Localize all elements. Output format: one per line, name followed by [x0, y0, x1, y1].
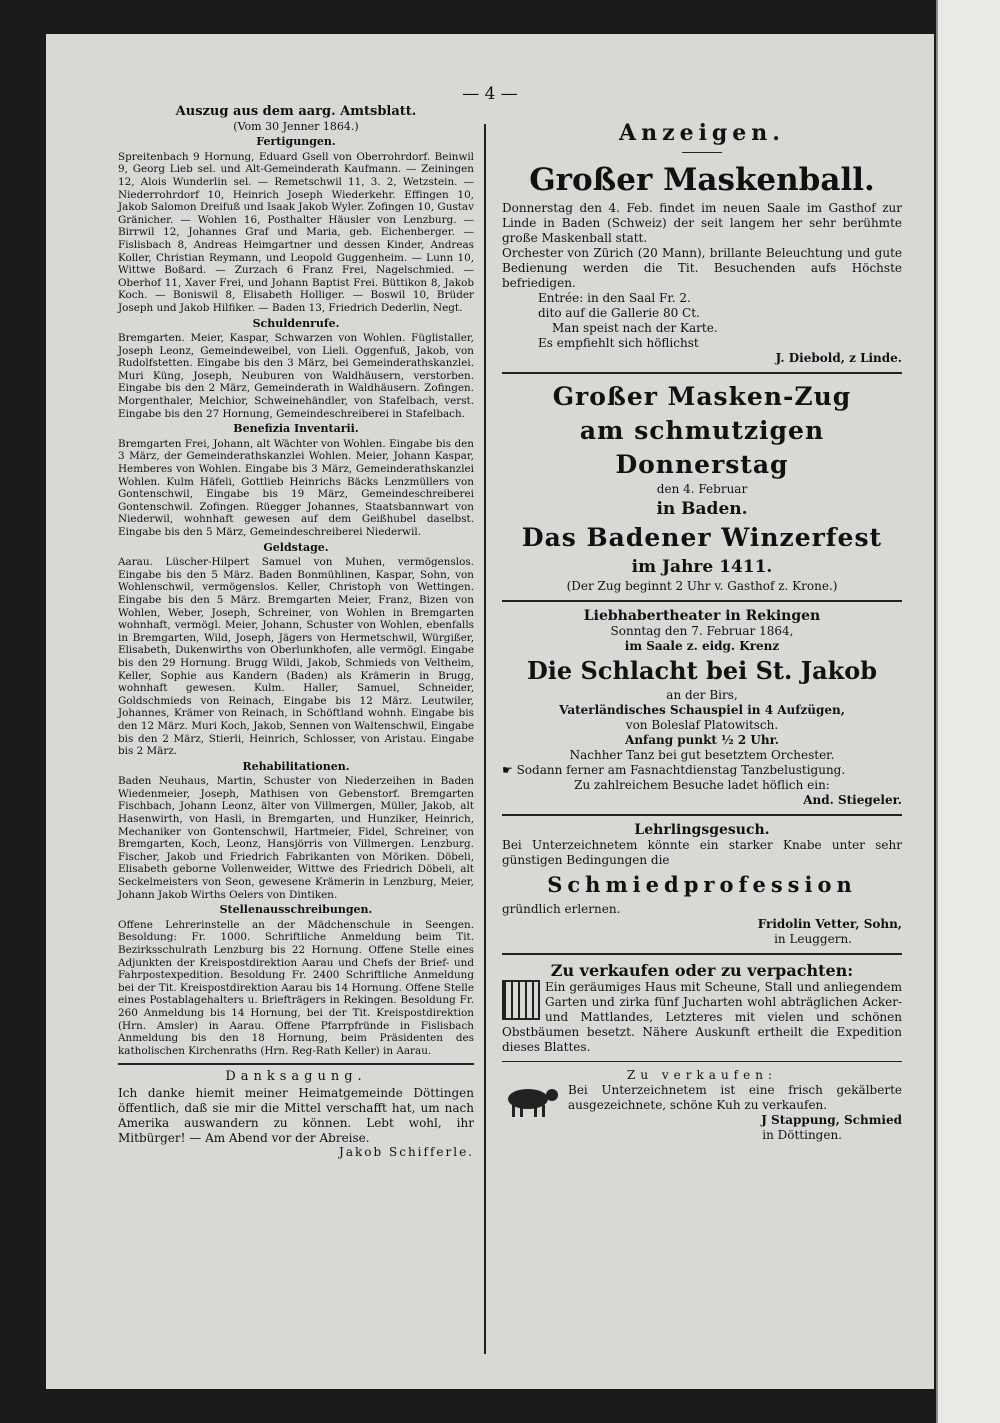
rule-5 — [502, 1061, 902, 1062]
ad6-signature: J Stappung, Schmied — [761, 1113, 902, 1127]
ad2-winzerfest: Das Badener Winzerfest — [521, 523, 883, 552]
section-geldstage-title: Geldstage. — [263, 540, 329, 554]
ad3-start: Anfang punkt ½ 2 Uhr. — [625, 733, 779, 747]
section-rehabilitationen-text: Baden Neuhaus, Martin, Schuster von Niederzeihen in Baden Wiedenmeier, Joseph, Mathisen von Gebenstorf. Bremgarten Fischbach, Johann Leonz, älter von Villmergen, Müller, Jakob, alt Hasenwirth, von Hasli, in Bremgarten, und Hunziker, Heinrich, Mechaniker von Gontenschwil, Hartmeier, Fidel, Schreiner, von Bremgarten, Koch, Leonz, Hansjörris von Villmergen. Lenzburg. Fischer, Jakob und Friedrich Fabrikanten von Möriken. Döbeli, Elisabeth geborne Vollenweider, Wittwe des Friedrich Döbeli, alt Seckelmeisters von Seon, gewesene Krämerin in Lenzburg, Meier, Johann Jakob Wirths Oelers von Dintiken. — [118, 775, 474, 901]
ad3-play: Die Schlacht bei St. Jakob — [526, 656, 878, 685]
house-icon — [502, 980, 540, 1020]
adjacent-page-edge — [936, 0, 1000, 1423]
section-stellen-title: Stellenausschreibungen. — [219, 903, 373, 917]
section-rehabilitationen-title: Rehabilitationen. — [242, 759, 350, 773]
ad2-date: den 4. Februar — [656, 482, 748, 496]
ad3-place: im Saale z. eidg. Krenz — [624, 639, 780, 653]
ad3-date: Sonntag den 7. Februar 1864, — [610, 624, 794, 638]
ad3-invite: Zu zahlreichem Besuche ladet höflich ein: — [574, 778, 830, 792]
rule-4 — [502, 953, 902, 955]
ad4-place: in Leuggern. — [774, 932, 852, 946]
page-number: — 4 — — [462, 84, 518, 104]
ad4-profession: Schmiedprofession — [547, 872, 857, 897]
section-benefizia-title: Benefizia Inventarii. — [233, 422, 359, 436]
ad4-learn: gründlich erlernen. — [502, 902, 621, 916]
section-fertigungen-title: Fertigungen. — [256, 135, 336, 149]
section-benefizia-text: Bremgarten Frei, Johann, alt Wächter von Wohlen. Eingabe bis den 3 März, der Gemeinderathskanzlei Wohlen. Meier, Johann Kaspar, Hemberes von Wohlen. Eingabe bis 3 März, Gemeinderathskanzlei Wohlen. Kulm Häfeli, Gottlieb Heinrichs Bäcks Lenzmüllers von Gontenschwil, Eingabe bis 19 März, Gemeindeschreiberei Gontenschwil. Zofingen. Rüegger Johannes, Staatsbannwart von Niederwil, wohnhaft gewesen auf dem Geißhubel daselbst. Eingabe bis den 5 März, Gemeindeschreiberei Niederwil. — [118, 437, 474, 538]
left-column — [118, 106, 474, 1159]
pointing-hand-icon: ☛ — [502, 763, 517, 777]
rule-2 — [502, 600, 902, 602]
ad2-note: (Der Zug beginnt 2 Uhr v. Gasthof z. Krone.) — [566, 579, 838, 593]
ad6-place: in Döttingen. — [762, 1128, 842, 1142]
ad1-text: Donnerstag den 4. Feb. findet im neuen Saale im Gasthof zur Linde in Baden (Schweiz) der seit langem her sehr berühmte große Maskenball statt. — [502, 201, 902, 245]
ad6-text: Bei Unterzeichnetem ist eine frisch gekälberte ausgezeichnete, schöne Kuh zu verkaufen. — [568, 1083, 902, 1112]
ad3-place2: an der Birs, — [666, 688, 738, 702]
ad4-text: Bei Unterzeichnetem könnte ein starker Knabe unter sehr günstigen Bedingungen die — [502, 838, 902, 867]
right-column — [502, 106, 902, 1143]
ad2-title: Großer Masken-Zug — [552, 382, 852, 411]
ad2-year: im Jahre 1411. — [631, 557, 773, 577]
ad3-fasnacht — [502, 763, 902, 778]
section-fertigungen-text: Spreitenbach 9 Hornung, Eduard Gsell von Oberrohrdorf. Beinwil 9, Georg Lieb sel. und Alt-Gemeinderath Kaufmann. — Zeiningen 12, Alois Wunderlin sel. — Remetschwil 11, 3. 2, Wetzstein. — Niederrohrdorf 10, Heinrich Joseph Wiederkehr. Effingen 10, Jakob Salomon Dreifuß und Isaak Jakob Wyler. Zofingen 10, Gustav Gränicher. — Wohlen 16, Posthalter Häusler von Lenzburg. — Birrwil 12, Johannes Graf und Maria, geb. Eichenberger. — Fislisbach 8, Andreas Heimgartner und dessen Kinder, Andreas Koller, Christian Reymann, und Leopold Guggenheim. — Lunn 10, Wittwe Boßard. — Zurzach 6 Franz Frei, Nagelschmied. — Oberhof 11, Xaver Frei, und Johann Baptist Frei. Büttikon 8, Jakob Koch. — Boniswil 8, Elisabeth Holliger. — Boswil 10, Brüder Joseph und Jakob Hilfiker. — Baden 13, Friedrich Dederlin, Negt. — [118, 150, 474, 314]
ad3-author: von Boleslaf Platowitsch. — [625, 718, 779, 732]
section-schuldenrufe-text: Bremgarten. Meier, Kaspar, Schwarzen von Wohlen. Füglistaller, Joseph Leonz, Gemeindeweibel, von Lieli. Oggenfuß, Jakob, von Rudolfstetten. Eingabe bis den 3 März, bei Gemeinderathskanzlei. Muri Küng, Joseph, Neuburen von Waldhäusern, verstorben. Eingabe bis den 2 März, Gemeinderath in Waldhäusern. Zofingen. Morgenthaler, Melchior, Schweinehändler, von Stafelbach, verst. Eingabe bis den 27 Hornung, Gemeindeschreiberei in Stafelbach. — [118, 332, 474, 420]
heading-rule — [682, 152, 722, 153]
ad4-title: Lehrlingsgesuch. — [634, 822, 770, 838]
ad3-desc: Vaterländisches Schauspiel in 4 Aufzügen, — [559, 703, 845, 717]
left-date: (Vom 30 Jenner 1864.) — [233, 119, 359, 133]
ad1-entree2: dito auf die Gallerie 80 Ct. — [538, 306, 700, 320]
rule-3 — [502, 814, 902, 816]
ad3-signature: And. Stiegeler. — [803, 793, 902, 807]
ad2-line2: am schmutzigen Donnerstag — [579, 416, 825, 479]
ad5-title: Zu verkaufen oder zu verpachten: — [550, 961, 854, 980]
rule-1 — [502, 372, 902, 374]
section-geldstage-text: Aarau. Lüscher-Hilpert Samuel von Muhen, vermögenslos. Eingabe bis den 5 März. Baden Bonmühlinen, Kaspar, Sohn, von Wohlenschwil, vermögenslos. Keller, Christoph von Wettingen. Eingabe bis den 5 März. Bremgarten Meier, Franz, Bizen von Wohlen, Weber, Joseph, Schreiner, von Wohlen in Bremgarten wohnhaft, vermögl. Meier, Johann, Schuster von Wohlen, ebenfalls in Bremgarten, Wild, Joseph, Jägers von Hermetschwil, Würgißer, Elisabeth, Dukenwirths von Oberlunkhofen, alle vermögl. Eingabe bis den 29 Hornung. Brugg Wildi, Jakob, Schmieds von Veltheim, Keller, Sophie aus Kandern (Baden) als Krämerin in Brugg, wohnhaft gewesen. Kulm. Haller, Samuel, Schneider, Goldschmieds von Reinach, Eingabe bis 12 März. Leutwiler, Johannes, Krämer von Reinach, in Schöftland wohnh. Eingabe bis den 12 März. Muri Koch, Jakob, Sennen von Waltenschwil, Eingabe bis den 2 März, Stierli, Heinrich, Schlosser, von Aristau. Eingabe bis 2 März. — [118, 556, 474, 758]
anzeigen-heading: Anzeigen. — [619, 120, 785, 146]
left-heading: Auszug aus dem aarg. Amtsblatt. — [175, 104, 417, 119]
danksagung-text: Ich danke hiemit meiner Heimatgemeinde Döttingen öffentlich, daß sie mir die Mittel verschafft hat, um nach Amerika auswandern zu können. Lebt wohl, ihr Mitbürger! — Am Abend vor der Abreise. — [118, 1085, 474, 1145]
ad5-text: Ein geräumiges Haus mit Scheune, Stall und anliegendem Garten und zirka fünf Jucharten wohl abträglichen Acker- und Mattlandes, Letzteres mit vielen und schönen Obstbäumen besetzt. Nähere Auskunft ertheilt die Expedition dieses Blattes. — [502, 980, 902, 1054]
left-rule — [118, 1063, 474, 1065]
danksagung-title: Danksagung. — [225, 1069, 367, 1085]
section-schuldenrufe-title: Schuldenrufe. — [252, 316, 340, 330]
ad1-karte: Man speist nach der Karte. — [552, 321, 718, 335]
ad2-place: in Baden. — [656, 499, 748, 519]
ad5-body — [502, 980, 902, 1055]
column-divider — [484, 124, 486, 1354]
ad6-title: Zu verkaufen: — [627, 1068, 777, 1082]
danksagung-signature: Jakob Schifferle. — [339, 1144, 474, 1159]
ad3-fasnacht-text: Sodann ferner am Fasnachtdienstag Tanzbelustigung. — [516, 763, 846, 777]
ad3-title: Liebhabertheater in Rekingen — [583, 608, 821, 624]
ad1-signature: J. Diebold, z Linde. — [775, 351, 902, 365]
ad4-signature: Fridolin Vetter, Sohn, — [757, 917, 902, 931]
cow-icon — [502, 1083, 562, 1119]
newspaper-page — [46, 34, 934, 1389]
ad1-title: Großer Maskenball. — [529, 162, 875, 198]
section-stellen-text: Offene Lehrerinstelle an der Mädchenschule in Seengen. Besoldung: Fr. 1000. Schriftliche Anmeldung beim Tit. Bezirksschulrath Lenzburg bis 22 Hornung. Offene Stelle eines Adjunkten der Kreispostdirektion Aarau und Chefs der Brief- und Fahrpostexpedition. Besoldung Fr. 2400 Schriftliche Anmeldung bei der Tit. Kreispostdirektion Aarau bis 14 Hornung. Offene Stelle eines Postablagehalters u. Briefträgers in Rekingen. Besoldung Fr. 260 Anmeldung bis 14 Hornung, bei der Tit. Kreispostdirektion (Hrn. Amsler) in Aarau. Offene Pfarrpfründe in Fislisbach Anmeldung bis den 18 Hornung, beim Präsidenten des katholischen Kirchenraths (Hrn. Reg-Rath Keller) in Aarau. — [118, 918, 474, 1057]
ad1-entree1: Entrée: in den Saal Fr. 2. — [538, 291, 691, 305]
ad3-dance: Nachher Tanz bei gut besetztem Orchester. — [569, 748, 835, 762]
ad6-body — [502, 1083, 902, 1113]
ad1-text2: Orchester von Zürich (20 Mann), brillante Beleuchtung und gute Bedienung werden die Tit. Besuchenden aufs Höchste befriedigen. — [502, 246, 902, 290]
ad1-empfiehlt: Es empfiehlt sich höflichst — [538, 336, 699, 350]
